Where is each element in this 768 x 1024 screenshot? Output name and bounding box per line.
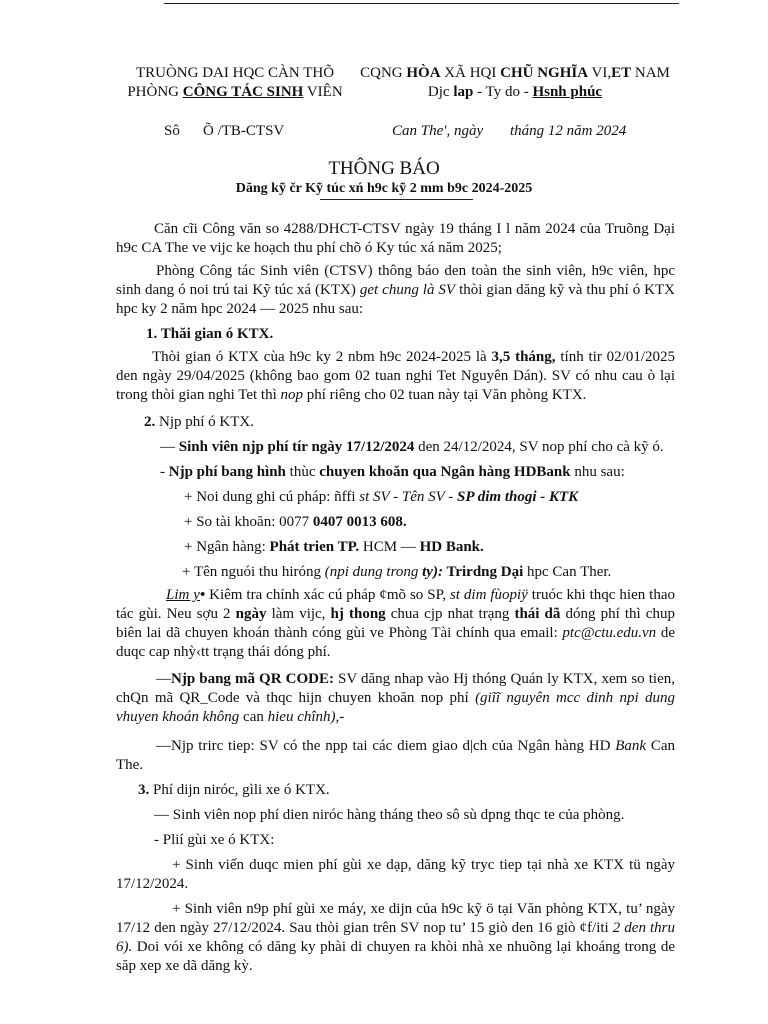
notice-body [116, 220, 675, 976]
text-run: ngày [235, 606, 267, 622]
country-part: CQNG [360, 65, 407, 81]
text-run: st dim fùopiÿ [449, 587, 528, 603]
motto-part: - Ty do - [473, 84, 533, 100]
bicycle-parking: + Sinh viến duqc mien phí gùi xe dạp, dăng kỹ tryc tiep tại nhà xe KTX tü ngày 17/12/2024. [116, 857, 675, 892]
text-run: get chung là SV [359, 282, 456, 298]
text-run: — [160, 439, 179, 455]
reference-line [0, 123, 768, 143]
text-run: tính tir 02/01/2025 den ngày 29/04/2025 (không bao gom 02 tuan nghi Tet Nguyên Dán). SV có nhu cau ò lại trong thòi gian nghi Tet thì [116, 349, 676, 403]
department-prefix: PHÒNG [127, 84, 183, 100]
department-highlight: CÔNG TÁC SINH [182, 84, 304, 100]
text-run: hpc Can Ther. [523, 564, 612, 580]
heading-text: 1. Thăi gian ó KTX. [146, 326, 274, 342]
text-run: de duqc cap nhỳ‹tt trạng thái dóng phí. [116, 625, 675, 660]
header-institution [100, 64, 370, 102]
text-run: Kiêm tra chính xác cú pháp ¢mõ so SP, [205, 587, 450, 603]
text-run: + So tài khoăn: 0077 [184, 514, 313, 530]
motorbike-parking [116, 900, 675, 976]
text-run: thòi gian dăng kỹ và thu phí ó KTX hpc ky 2 năm hpc 2024 — 2025 nhu sau: [116, 282, 675, 317]
country-part: ET [611, 65, 632, 81]
text-run: SP dim thogi - KTK [457, 489, 579, 505]
text-run: 0407 0013 608. [312, 514, 407, 530]
payment-method-qr [116, 670, 675, 727]
text-run: + Sinh viên n9p phí gùi xe máy, xe dijn của h9c kỹ ö tại Văn phòng KTX, tu’ ngày 17/12 den ngày 27/12/2024. Sau thòi gian trên SV nop tu’ 15 giò den 16 giò ¢f/iti [116, 901, 675, 936]
text-run: làm vijc, [266, 606, 331, 622]
header-national-motto [350, 64, 680, 102]
text-run: truóc khi thqc hien thao tác gùi. Neu sợu 2 [116, 587, 675, 622]
text-run: SV dăng nhap vào Hj thóng Quán ly KTX, xem so tien, chQn mã QR_Code và thqc hijn chuyen khoăn nop phí [116, 671, 675, 706]
motto-part: lap [453, 84, 474, 100]
text-run: Bank [615, 738, 647, 754]
text-run: - [160, 464, 169, 480]
text-run: nhu sau: [570, 464, 625, 480]
text-run: Njp [171, 738, 194, 754]
notice-subtitle: Dăng kỹ čr Kỹ túc xń h9c kỹ 2 mm b9c 2024-2025 [235, 181, 533, 196]
motto-part: Djc [427, 84, 454, 100]
text-run: Thòi gian ó KTX cùa h9c ky 2 nbm h9c 2024-2025 là [152, 349, 492, 365]
note-label: Lim y [166, 587, 200, 603]
text-run: Phát trien TP. [269, 539, 360, 555]
text-run: can [239, 709, 268, 725]
top-rule [164, 3, 679, 4]
text-run: phí riêng cho 02 tuan này tại Văn phòng KTX. [303, 387, 587, 403]
document-number-label: Sô [164, 123, 180, 139]
country-part: XÃ HQI [440, 65, 501, 81]
payment-note [116, 586, 675, 662]
text-run: Can The. [116, 738, 675, 773]
text-run: HCM — [359, 539, 420, 555]
heading-number: 3. [138, 782, 150, 798]
transfer-syntax [116, 488, 675, 507]
motto [350, 83, 680, 102]
payment-period [116, 438, 675, 457]
text-run: Njp bang mã QR CODE: [171, 671, 334, 687]
country-part: VI, [588, 65, 612, 81]
account-number [116, 513, 675, 532]
text-run: hieu chînh),- [267, 709, 345, 725]
heading-number: 2. [144, 414, 156, 430]
bank-name [116, 538, 675, 557]
text-run: + Ngân hàng: [184, 539, 270, 555]
university-name: TRUÒNG DAI HQC CÀN THÕ [135, 65, 335, 81]
text-run: 2 den thru 6). [116, 920, 675, 955]
section-1-paragraph [116, 348, 675, 405]
country-name [350, 64, 680, 83]
utility-fee: — Sinh viên nop phí dien niróc hàng tháng theo sô sù dpng thqc te của phòng. [154, 807, 625, 823]
section-3-heading [116, 781, 675, 800]
payment-method-transfer [116, 463, 675, 482]
text-run: st SV - Tên SV - [359, 489, 458, 505]
text-run: chuyen khoăn qua Ngân hàng HDBank [319, 464, 571, 480]
text-run: + Noi dung ghi cú pháp: ñffi [184, 489, 360, 505]
department-name [100, 83, 370, 102]
text-run: HD Bank. [419, 539, 484, 555]
department-suffix: VIÊN [303, 84, 343, 100]
section-1-heading [116, 325, 675, 344]
text-run: (giĩĩ nguyên mcc dinh npi dung vhuyen khoán không [116, 690, 675, 725]
document-place: Can The', ngày [392, 123, 484, 139]
text-run: 3,5 tháng, [491, 349, 556, 365]
text-run: Sinh viên njp phí tír ngày 17/12/2024 [178, 439, 415, 455]
text-run: thùc [285, 464, 320, 480]
document-number: Õ /TB-CTSV [203, 123, 285, 139]
heading-text: Njp phí ó KTX. [155, 414, 254, 430]
payment-method-direct [116, 737, 675, 775]
notice-title: THÔNG BÁO [328, 158, 440, 179]
motto-part: Hsnh phúc [532, 84, 603, 100]
paragraph-basis: Căn cĩi Công văn so 4288/DHCT-CTSV ngày 19 tháng I l năm 2024 của Truõng Dại h9c CA The ve vijc ke hoạch thu phí chõ ó Ky túc xá năm 2025; [116, 221, 675, 256]
text-run: den 24/12/2024, SV nop phí cho cà kỹ ó. [414, 439, 664, 455]
country-part: HÒA [406, 65, 441, 81]
document-date: tháng 12 năm 2024 [510, 123, 627, 139]
heading-text: Phí dijn niróc, gìli xe ó KTX. [149, 782, 330, 798]
text-run: Doi vói xe không có dăng ky phài di chuyen ra khòi nhà xe nhuõng lại khoáng trong de săp xep xe dã dăng kỳ. [116, 939, 675, 974]
text-run: chua cjp nhat trạng [385, 606, 515, 622]
text-run: • [199, 587, 206, 603]
text-run: hj thong [330, 606, 386, 622]
text-run: thái dã [514, 606, 561, 622]
email-address[interactable]: ptc@ctu.edu.vn [562, 625, 657, 641]
text-run: (npi dung trong [324, 564, 423, 580]
text-run: Njp phí bang hình [168, 464, 286, 480]
text-run: + Tên nguói thu hiróng [182, 564, 325, 580]
beneficiary-name [116, 563, 675, 582]
paragraph-intro [116, 262, 675, 319]
text-run: ty): [422, 564, 443, 580]
text-run: Phòng Công tác Sinh viên (CTSV) thông báo den toàn the sinh viên, h9c viên, hpc sinh dang ó noi trú tai Kỹ túc xá (KTX) [116, 263, 675, 298]
text-run: dóng phí thì chup biên lai dã chuyen khoán thành cóng gùi ve Phòng Tài chính qua email: [116, 606, 675, 641]
country-part: CHŨ NGHĨA [500, 65, 589, 81]
country-part: NAM [631, 65, 670, 81]
parking-fee-heading: - Plií gùi xe ó KTX: [154, 832, 275, 848]
text-run: — [156, 671, 171, 687]
subtitle-rule [320, 199, 473, 200]
text-run: Trirdng Dại [442, 564, 524, 580]
text-run: nop [280, 387, 303, 403]
section-2-heading [116, 413, 675, 432]
text-run: — [156, 738, 171, 754]
text-run: trirc tiep: SV có the npp tai các diem giao d|ch của Ngân hàng HD [193, 738, 616, 754]
